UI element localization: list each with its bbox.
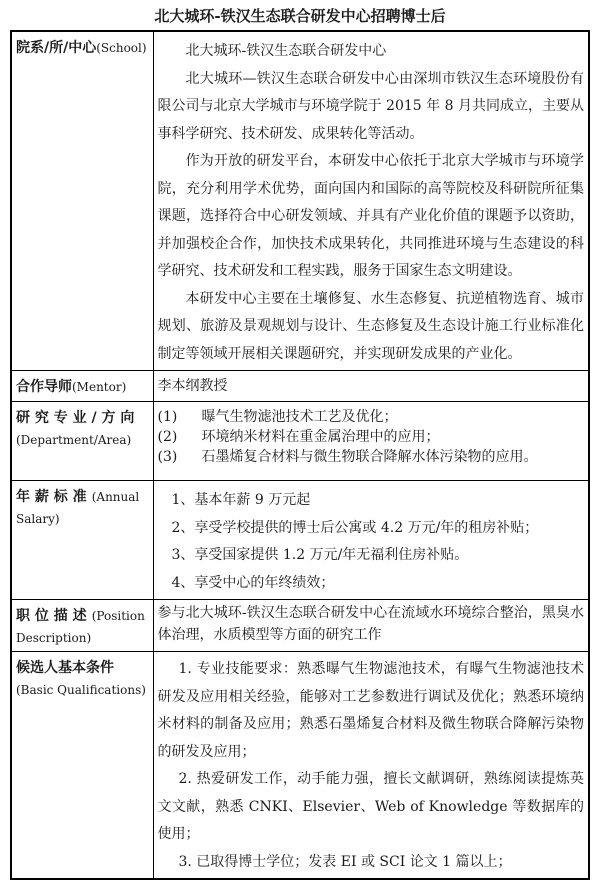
salary-content-cell bbox=[153, 481, 589, 600]
research-label-zh: 研 究 专 业 / 方 向 bbox=[16, 410, 135, 426]
research-label-cell bbox=[11, 402, 153, 481]
research-item-number: (3) bbox=[157, 449, 178, 465]
research-label-en: (Department/Area) bbox=[16, 433, 132, 447]
school-label-en: (School) bbox=[96, 41, 147, 55]
salary-item: 4、享受中心的年终绩效； bbox=[171, 574, 335, 591]
school-paragraph: 本研发中心主要在土壤修复、水生态修复、抗逆植物选育、城市规划、旅游及景观规划与设计、生态修复及生态设计施工行业标准化制定等领域开展相关课题研究，并实现研发成果的产业化。 bbox=[157, 290, 584, 362]
research-item bbox=[158, 427, 585, 447]
research-item-text: 曝气生物滤池技术工艺及优化； bbox=[201, 409, 398, 425]
table-row-school bbox=[11, 31, 589, 371]
position-label-zh: 职 位 描 述 bbox=[16, 608, 87, 624]
qualifications-label-cell bbox=[11, 652, 153, 880]
mentor-value: 李本纲教授 bbox=[153, 371, 589, 402]
salary-item: 2、享受学校提供的博士后公寓或 4.2 万元/年的租房补贴； bbox=[171, 519, 539, 536]
salary-label-en: (Annual Salary) bbox=[16, 490, 140, 526]
qualifications-label-en: (Basic Qualifications) bbox=[16, 683, 146, 697]
research-item bbox=[158, 407, 585, 427]
mentor-label-zh: 合作导师 bbox=[16, 379, 72, 395]
table-row-qualifications bbox=[11, 652, 589, 880]
mentor-label-en: (Mentor) bbox=[72, 380, 127, 394]
table-row-research bbox=[11, 402, 589, 481]
research-item-text: 石墨烯复合材料与微生物联合降解水体污染物的应用。 bbox=[201, 449, 538, 465]
table-row-mentor bbox=[11, 371, 589, 402]
school-content-cell bbox=[153, 31, 589, 371]
table-row-position bbox=[11, 600, 589, 652]
position-text: 参与北大城环-铁汉生态联合研发中心在流域水环境综合整治，黑臭水体治理，水质模型等方面的研究工作 bbox=[153, 600, 589, 652]
mentor-label-cell bbox=[11, 371, 153, 402]
qualifications-label-zh: 候选人基本条件 bbox=[16, 660, 114, 676]
research-item bbox=[158, 447, 585, 467]
school-paragraph: 北大城环-铁汉生态联合研发中心 bbox=[185, 43, 387, 59]
qualification-item: 3. 已取得博士学位；发表 EI 或 SCI 论文 1 篇以上； bbox=[178, 853, 512, 870]
school-label-zh: 院系/所/中心 bbox=[16, 40, 97, 56]
salary-label-zh: 年 薪 标 准 bbox=[16, 489, 87, 505]
position-label-cell bbox=[11, 600, 153, 652]
research-item-number: (2) bbox=[157, 429, 178, 445]
table-row-salary bbox=[11, 481, 589, 600]
page-title: 北大城环-铁汉生态联合研发中心招聘博士后 bbox=[154, 7, 446, 25]
salary-item: 3、享受国家提供 1.2 万元/年无福利住房补贴。 bbox=[171, 547, 469, 563]
research-item-text: 环境纳米材料在重金属治理中的应用； bbox=[201, 429, 440, 445]
school-paragraph: 北大城环—铁汉生态联合研发中心由深圳市铁汉生态环境股份有限公司与北京大学城市与环境学院于 2015 年 8 月共同成立，主要从事科学研究、技术研发、成果转化等活动。 bbox=[157, 70, 584, 142]
qualification-item: 2. 热爱研发工作，动手能力强，擅长文献调研，熟练阅读提炼英文文献，熟悉 CNKI、Elsevier、Web of Knowledge 等数据库的使用； bbox=[157, 771, 584, 842]
position-label-en: (Position Description) bbox=[16, 609, 145, 645]
salary-item: 1、基本年薪 9 万元起 bbox=[171, 492, 311, 508]
school-paragraph: 作为开放的研发平台，本研发中心依托于北京大学城市与环境学院，充分利用学术优势，面向国内和国际的高等院校及科研院所征集课题，选择符合中心研发领域、并具有产业化价值的课题予以资助，并加强校企合作，加快技术成果转化，共同推进环境与生态建设的科学研究、技术研发和工程实践，服务于国家生态文明建设。 bbox=[157, 153, 584, 279]
salary-label-cell bbox=[11, 481, 153, 600]
research-item-number: (1) bbox=[157, 409, 178, 425]
school-label-cell bbox=[11, 31, 153, 371]
qualifications-content-cell bbox=[153, 652, 589, 880]
qualification-item: 1. 专业技能要求：熟悉曝气生物滤池技术，有曝气生物滤池技术研发及应用相关经验，能够对工艺参数进行调试及优化；熟悉环境纳米材料的制备及应用；熟悉石墨烯复合材料及微生物联合降解污染物的研发及应用； bbox=[157, 661, 584, 760]
research-content-cell bbox=[153, 402, 589, 481]
job-posting-table bbox=[10, 30, 590, 880]
